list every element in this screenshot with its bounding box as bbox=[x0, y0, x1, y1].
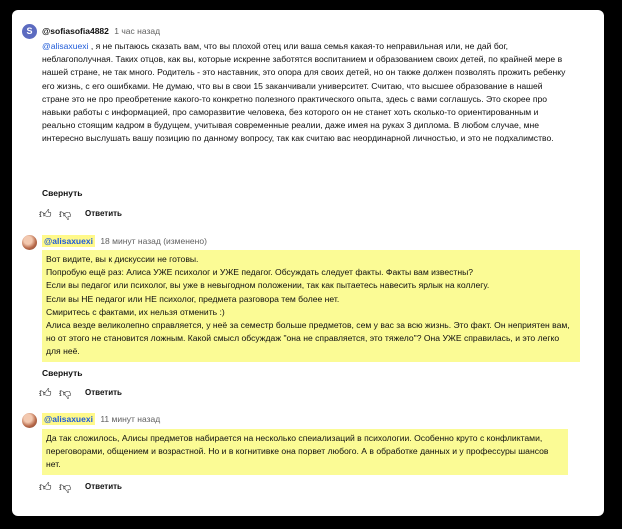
comment-text bbox=[42, 250, 580, 362]
comment-meta bbox=[42, 26, 160, 36]
comment-line: Вот видите, вы к дискуссии не готовы. bbox=[46, 254, 199, 264]
comment-text bbox=[42, 40, 570, 146]
comment-meta bbox=[42, 414, 160, 424]
comment-time[interactable]: 18 минут назад (изменено) bbox=[100, 236, 207, 246]
avatar[interactable]: S bbox=[22, 24, 37, 39]
comment-author[interactable]: @alisaxuexi bbox=[44, 414, 93, 424]
comment-line: Алиса везде великолепно справляется, у неё за семестр больше предметов, сем у вас за всю жизнь. Это факт. Он неприятен вам, но от этого не становится ложным. Какой смысл обсуждаж "она не справляется, это тяжело"? Она УЖЕ справилась, и это легко для неё. bbox=[46, 320, 570, 357]
comment-line: Попробую ещё раз: Алиса УЖЕ психолог и УЖЕ педагог. Обсуждать следует факты. Факты вам известны? bbox=[46, 267, 474, 278]
mention-link[interactable]: @alisaxuexi bbox=[42, 41, 89, 51]
comment-author[interactable]: @sofiasofia4882 bbox=[42, 26, 109, 36]
comment-meta bbox=[42, 236, 207, 246]
like-icon[interactable]: 👍︎ bbox=[39, 207, 52, 221]
collapse-button[interactable]: Свернуть bbox=[42, 368, 83, 378]
dislike-icon[interactable]: 👎︎ bbox=[59, 386, 72, 400]
comment-time[interactable]: 11 минут назад bbox=[100, 414, 161, 424]
avatar[interactable] bbox=[22, 235, 37, 250]
like-icon[interactable]: 👍︎ bbox=[39, 386, 52, 400]
reply-button[interactable]: Ответить bbox=[85, 209, 122, 218]
avatar[interactable] bbox=[22, 413, 37, 428]
dislike-icon[interactable]: 👎︎ bbox=[59, 480, 72, 494]
comments-panel bbox=[12, 10, 604, 516]
collapse-button[interactable]: Свернуть bbox=[42, 188, 83, 198]
like-icon[interactable]: 👍︎ bbox=[39, 480, 52, 494]
comment-line: Смиритесь с фактами, их нельзя отменить :) bbox=[46, 306, 225, 317]
reply-button[interactable]: Ответить bbox=[85, 482, 122, 491]
comment-time[interactable]: 1 час назад bbox=[114, 26, 161, 36]
comment-text: Да так сложилось, Алисы предметов набирается на несколько спеиализаций в психологии. Особенно круто с конфликтами, переговорами, общением и возрастной. Но и в когнитивке она порвет любого. А в обработке данных и у профессуры шансов нет. bbox=[42, 429, 568, 475]
comment-line: Если вы педагог или психолог, вы уже в невыгодном положении, так как пытаетесь навесить ярлык на коллегу. bbox=[46, 280, 490, 291]
comment-author[interactable]: @alisaxuexi bbox=[44, 236, 93, 246]
dislike-icon[interactable]: 👎︎ bbox=[59, 207, 72, 221]
comment-line: Если вы НЕ педагог или НЕ психолог, предмета разговора тем более нет. bbox=[46, 293, 340, 304]
reply-button[interactable]: Ответить bbox=[85, 388, 122, 397]
comment-text-content: , я не пытаюсь сказать вам, что вы плохой отец или ваша семья какая-то неправильная или, не дай бог, неблагополучная. Таких отцов, как вы, которые искренне заботятся воспитанием и образованием своих детей, по крайней мере в нашей стране, не так много. Родитель - это наставник, это опора для своих детей, но он также должен позволять прожить ребенку его жизнь, с его ошибками. Не думаю, что вы в свои 15 заканчивали университет. Считаю, что высшее образование в нашей стране это не про преобретение какого-то конкретно полезного практического опыта, здесь с вами соглашусь. Это скорее про навыки работы с информацией, про саморазвитие человека, без которого он не станет хоть сколько-то ориентированным и реально стоящим кадром в будущем, учитывая современные реалии, даже имея на руках 3 диплома. В любом случае, мне интересно выслушать вашу позицию по данному вопросу, так как считаю вас неординарной личностью, и это не подхалимство. bbox=[42, 41, 566, 144]
